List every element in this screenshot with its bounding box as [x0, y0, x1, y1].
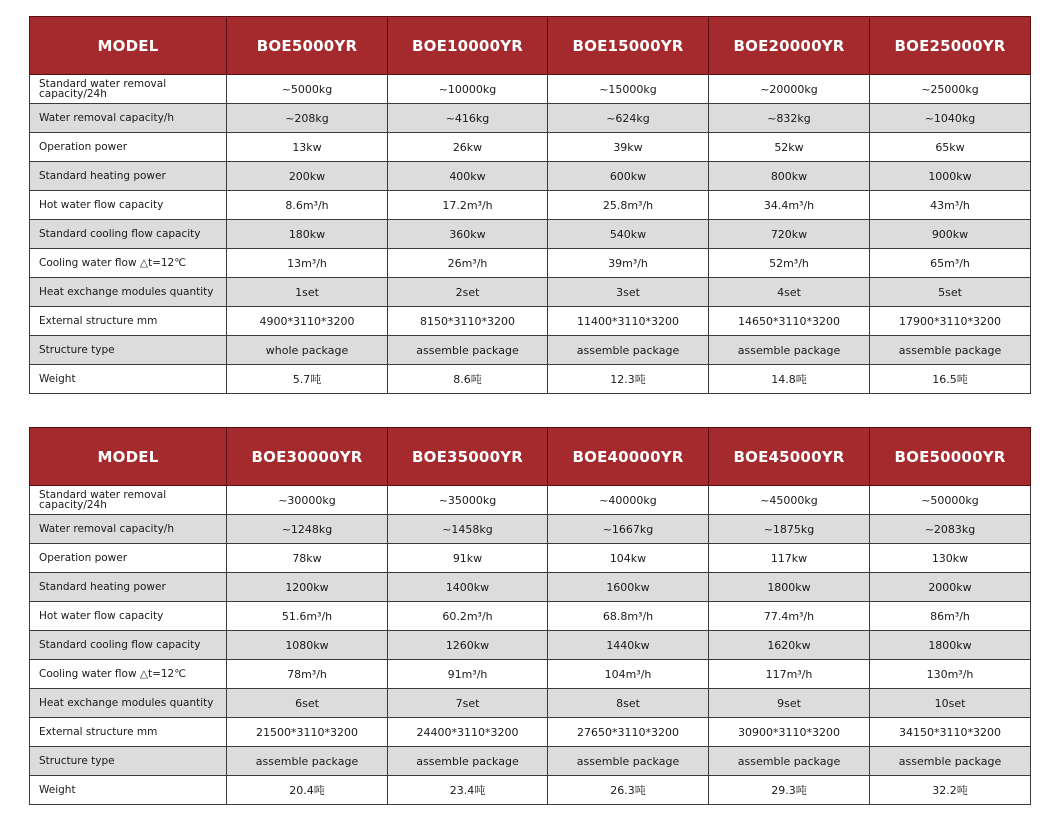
table-row	[30, 104, 1031, 133]
table-cell: 14650*3110*3200	[709, 307, 870, 336]
table-cell: assemble package	[709, 747, 870, 776]
table-row	[30, 631, 1031, 660]
table-cell: 1080kw	[227, 631, 388, 660]
table-cell: 5set	[870, 278, 1031, 307]
table-cell: ~50000kg	[870, 486, 1031, 515]
table-cell: 1440kw	[548, 631, 709, 660]
table-cell: 8.6m³/h	[227, 191, 388, 220]
table-cell: 1200kw	[227, 573, 388, 602]
table-cell: 800kw	[709, 162, 870, 191]
table-row	[30, 515, 1031, 544]
model-name-header: BOE5000YR	[227, 17, 388, 75]
table-cell: 11400*3110*3200	[548, 307, 709, 336]
table-row	[30, 162, 1031, 191]
table-cell: ~5000kg	[227, 75, 388, 104]
table-row	[30, 544, 1031, 573]
table-cell: 68.8m³/h	[548, 602, 709, 631]
table-cell: 130m³/h	[870, 660, 1031, 689]
table-cell: 4set	[709, 278, 870, 307]
model-name-header: BOE15000YR	[548, 17, 709, 75]
row-label: Water removal capacity/h	[30, 515, 227, 544]
model-name-header: BOE25000YR	[870, 17, 1031, 75]
row-label: Standard cooling flow capacity	[30, 220, 227, 249]
row-label: Standard cooling flow capacity	[30, 631, 227, 660]
table-cell: 8150*3110*3200	[388, 307, 548, 336]
table-row	[30, 249, 1031, 278]
table-row	[30, 689, 1031, 718]
table-cell: 26kw	[388, 133, 548, 162]
table-cell: 91m³/h	[388, 660, 548, 689]
table-cell: ~1040kg	[870, 104, 1031, 133]
row-label: Weight	[30, 365, 227, 394]
table-cell: assemble package	[870, 747, 1031, 776]
table-cell: 2set	[388, 278, 548, 307]
table-row	[30, 486, 1031, 515]
table-cell: 1800kw	[709, 573, 870, 602]
table-cell: 8.6吨	[388, 365, 548, 394]
header-row	[30, 428, 1031, 486]
table-cell: 34.4m³/h	[709, 191, 870, 220]
table-cell: ~832kg	[709, 104, 870, 133]
row-label: Standard water removal capacity/24h	[30, 75, 227, 104]
table-cell: 78m³/h	[227, 660, 388, 689]
table-cell: 540kw	[548, 220, 709, 249]
table-row	[30, 747, 1031, 776]
model-name-header: BOE40000YR	[548, 428, 709, 486]
table-cell: 3set	[548, 278, 709, 307]
table-cell: 78kw	[227, 544, 388, 573]
table-row	[30, 278, 1031, 307]
row-label: Operation power	[30, 133, 227, 162]
table-cell: assemble package	[548, 336, 709, 365]
row-label: Hot water flow capacity	[30, 602, 227, 631]
table-cell: 7set	[388, 689, 548, 718]
table-cell: ~208kg	[227, 104, 388, 133]
table-cell: 5.7吨	[227, 365, 388, 394]
table-row	[30, 602, 1031, 631]
table-cell: 27650*3110*3200	[548, 718, 709, 747]
row-label: Operation power	[30, 544, 227, 573]
table-cell: 1260kw	[388, 631, 548, 660]
table-cell: assemble package	[388, 747, 548, 776]
table-cell: 4900*3110*3200	[227, 307, 388, 336]
table-cell: 1400kw	[388, 573, 548, 602]
table-cell: ~15000kg	[548, 75, 709, 104]
table-cell: 17900*3110*3200	[870, 307, 1031, 336]
table-cell: ~35000kg	[388, 486, 548, 515]
model-name-header: BOE45000YR	[709, 428, 870, 486]
table-cell: 1600kw	[548, 573, 709, 602]
table-row	[30, 365, 1031, 394]
table-row	[30, 191, 1031, 220]
table-cell: 360kw	[388, 220, 548, 249]
table-cell: 51.6m³/h	[227, 602, 388, 631]
table-cell: 43m³/h	[870, 191, 1031, 220]
table-cell: ~20000kg	[709, 75, 870, 104]
table-cell: ~1875kg	[709, 515, 870, 544]
table-cell: 65m³/h	[870, 249, 1031, 278]
table-cell: 26.3吨	[548, 776, 709, 805]
table-cell: 104kw	[548, 544, 709, 573]
model-header: MODEL	[30, 428, 227, 486]
table-cell: 14.8吨	[709, 365, 870, 394]
row-label: Standard heating power	[30, 162, 227, 191]
table-cell: assemble package	[870, 336, 1031, 365]
table-cell: 30900*3110*3200	[709, 718, 870, 747]
table-cell: 200kw	[227, 162, 388, 191]
table-cell: 6set	[227, 689, 388, 718]
table-row	[30, 133, 1031, 162]
table-cell: 86m³/h	[870, 602, 1031, 631]
table-cell: 26m³/h	[388, 249, 548, 278]
table-cell: 130kw	[870, 544, 1031, 573]
table-cell: ~2083kg	[870, 515, 1031, 544]
row-label: External structure mm	[30, 718, 227, 747]
model-header: MODEL	[30, 17, 227, 75]
table-cell: 117m³/h	[709, 660, 870, 689]
table-row	[30, 776, 1031, 805]
table-cell: 1800kw	[870, 631, 1031, 660]
table-cell: 900kw	[870, 220, 1031, 249]
table-cell: 720kw	[709, 220, 870, 249]
table-cell: 25.8m³/h	[548, 191, 709, 220]
table-cell: assemble package	[548, 747, 709, 776]
table-cell: ~1248kg	[227, 515, 388, 544]
row-label: Standard heating power	[30, 573, 227, 602]
table-cell: ~10000kg	[388, 75, 548, 104]
table-cell: 23.4吨	[388, 776, 548, 805]
table-row	[30, 336, 1031, 365]
table-cell: 34150*3110*3200	[870, 718, 1031, 747]
table-cell: 117kw	[709, 544, 870, 573]
table-cell: 29.3吨	[709, 776, 870, 805]
table-cell: 24400*3110*3200	[388, 718, 548, 747]
table-cell: assemble package	[709, 336, 870, 365]
table-cell: 39kw	[548, 133, 709, 162]
table-cell: 52m³/h	[709, 249, 870, 278]
table-cell: ~416kg	[388, 104, 548, 133]
table-cell: ~45000kg	[709, 486, 870, 515]
table-cell: ~1458kg	[388, 515, 548, 544]
model-name-header: BOE10000YR	[388, 17, 548, 75]
model-name-header: BOE30000YR	[227, 428, 388, 486]
table-cell: 600kw	[548, 162, 709, 191]
table-cell: 9set	[709, 689, 870, 718]
table-cell: 20.4吨	[227, 776, 388, 805]
table-cell: 180kw	[227, 220, 388, 249]
row-label: Cooling water flow △t=12℃	[30, 660, 227, 689]
row-label: Standard water removal capacity/24h	[30, 486, 227, 515]
table-row	[30, 307, 1031, 336]
table-cell: 65kw	[870, 133, 1031, 162]
table-row	[30, 573, 1031, 602]
table-cell: 1000kw	[870, 162, 1031, 191]
table-cell: ~1667kg	[548, 515, 709, 544]
table-cell: 2000kw	[870, 573, 1031, 602]
model-name-header: BOE35000YR	[388, 428, 548, 486]
row-label: Heat exchange modules quantity	[30, 278, 227, 307]
row-label: Water removal capacity/h	[30, 104, 227, 133]
spec-table-1	[29, 16, 1031, 394]
row-label: Heat exchange modules quantity	[30, 689, 227, 718]
table-cell: ~40000kg	[548, 486, 709, 515]
spec-table-2	[29, 427, 1031, 805]
table-cell: 13kw	[227, 133, 388, 162]
table-cell: ~624kg	[548, 104, 709, 133]
row-label: Cooling water flow △t=12℃	[30, 249, 227, 278]
table-cell: 21500*3110*3200	[227, 718, 388, 747]
table-row	[30, 75, 1031, 104]
table-cell: assemble package	[388, 336, 548, 365]
table-cell: 10set	[870, 689, 1031, 718]
header-row	[30, 17, 1031, 75]
table-cell: 8set	[548, 689, 709, 718]
table-cell: ~30000kg	[227, 486, 388, 515]
row-label: Structure type	[30, 336, 227, 365]
row-label: Hot water flow capacity	[30, 191, 227, 220]
table-row	[30, 660, 1031, 689]
row-label: External structure mm	[30, 307, 227, 336]
row-label: Weight	[30, 776, 227, 805]
table-cell: 17.2m³/h	[388, 191, 548, 220]
table-cell: 77.4m³/h	[709, 602, 870, 631]
table-cell: 12.3吨	[548, 365, 709, 394]
table-cell: 60.2m³/h	[388, 602, 548, 631]
table-cell: 13m³/h	[227, 249, 388, 278]
table-cell: 52kw	[709, 133, 870, 162]
table-row	[30, 718, 1031, 747]
row-label: Structure type	[30, 747, 227, 776]
table-cell: 39m³/h	[548, 249, 709, 278]
table-cell: 16.5吨	[870, 365, 1031, 394]
table-row	[30, 220, 1031, 249]
table-cell: 91kw	[388, 544, 548, 573]
table-cell: whole package	[227, 336, 388, 365]
model-name-header: BOE20000YR	[709, 17, 870, 75]
model-name-header: BOE50000YR	[870, 428, 1031, 486]
table-cell: 400kw	[388, 162, 548, 191]
table-cell: ~25000kg	[870, 75, 1031, 104]
table-cell: 32.2吨	[870, 776, 1031, 805]
table-cell: 104m³/h	[548, 660, 709, 689]
table-cell: 1set	[227, 278, 388, 307]
table-cell: 1620kw	[709, 631, 870, 660]
table-cell: assemble package	[227, 747, 388, 776]
